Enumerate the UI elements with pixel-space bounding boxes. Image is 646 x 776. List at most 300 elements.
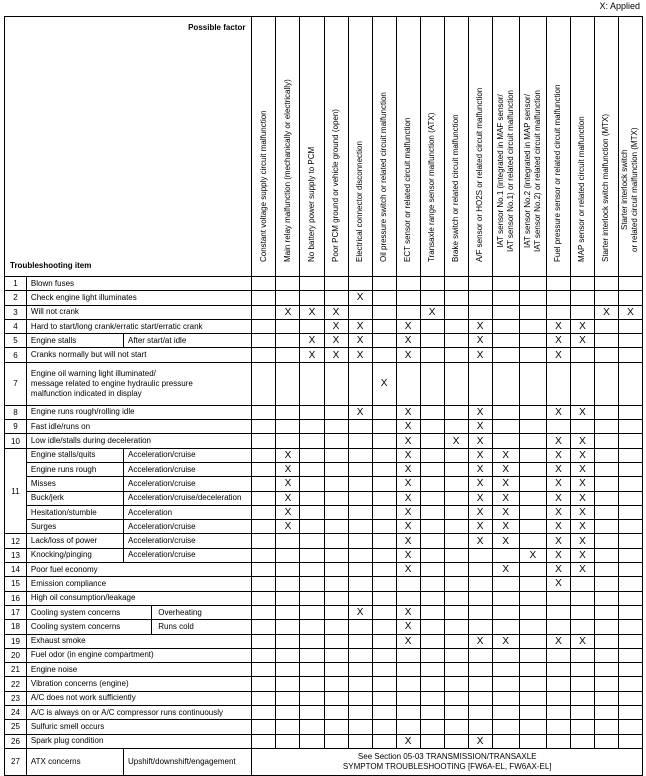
empty-cell — [276, 277, 300, 291]
empty-cell — [444, 691, 468, 705]
empty-cell — [519, 577, 546, 591]
item-condition: Acceleration/cruise — [124, 534, 252, 548]
empty-cell — [372, 305, 396, 319]
empty-cell — [252, 477, 276, 491]
empty-cell — [618, 491, 642, 505]
item-condition: Upshift/downshift/engagement — [124, 748, 252, 775]
item-number: 12 — [5, 534, 27, 548]
empty-cell — [348, 462, 372, 476]
empty-cell — [300, 491, 324, 505]
empty-cell — [570, 291, 594, 305]
empty-cell — [252, 720, 276, 734]
empty-cell — [300, 634, 324, 648]
item-label: Engine oil warning light illuminated/ message related to engine hydraulic pressure malfunction indicated in display — [26, 362, 252, 405]
empty-cell — [396, 648, 420, 662]
empty-cell — [252, 491, 276, 505]
empty-cell — [252, 648, 276, 662]
empty-cell — [570, 605, 594, 619]
item-label: Lack/loss of power — [26, 534, 123, 548]
applied-mark: X — [324, 305, 348, 319]
item-label: Blown fuses — [26, 277, 252, 291]
empty-cell — [396, 691, 420, 705]
empty-cell — [618, 534, 642, 548]
empty-cell — [372, 277, 396, 291]
empty-cell — [276, 605, 300, 619]
empty-cell — [594, 420, 618, 434]
applied-mark: X — [492, 448, 519, 462]
empty-cell — [324, 405, 348, 419]
empty-cell — [618, 434, 642, 448]
empty-cell — [492, 348, 519, 362]
applied-mark: X — [468, 734, 492, 748]
empty-cell — [372, 605, 396, 619]
factor-label: Fuel pressure sensor or related circuit malfunction — [553, 84, 563, 262]
empty-cell — [300, 477, 324, 491]
empty-cell — [396, 663, 420, 677]
empty-cell — [444, 305, 468, 319]
empty-cell — [276, 434, 300, 448]
empty-cell — [300, 462, 324, 476]
item-label: Hard to start/long crank/erratic start/erratic crank — [26, 319, 252, 333]
applied-mark: X — [396, 605, 420, 619]
empty-cell — [444, 520, 468, 534]
factor-header — [570, 17, 594, 277]
empty-cell — [618, 634, 642, 648]
empty-cell — [594, 563, 618, 577]
factor-header — [396, 17, 420, 277]
table-row — [5, 305, 643, 319]
item-label: A/C does not work sufficiently — [26, 691, 252, 705]
empty-cell — [276, 563, 300, 577]
factor-label: Brake switch or related circuit malfunction — [451, 114, 461, 262]
empty-cell — [372, 548, 396, 562]
empty-cell — [444, 334, 468, 348]
item-condition: Runs cold — [152, 620, 252, 634]
empty-cell — [276, 548, 300, 562]
empty-cell — [594, 291, 618, 305]
factor-header — [492, 17, 519, 277]
empty-cell — [594, 277, 618, 291]
empty-cell — [519, 605, 546, 619]
empty-cell — [372, 648, 396, 662]
item-number: 2 — [5, 291, 27, 305]
item-label: Exhaust smoke — [26, 634, 252, 648]
item-number: 13 — [5, 548, 27, 562]
empty-cell — [372, 534, 396, 548]
item-condition: Acceleration/cruise — [124, 462, 252, 476]
empty-cell — [372, 505, 396, 519]
empty-cell — [300, 577, 324, 591]
item-number: 18 — [5, 620, 27, 634]
empty-cell — [594, 362, 618, 405]
item-label: Cooling system concerns — [26, 605, 151, 619]
empty-cell — [594, 720, 618, 734]
factor-header — [300, 17, 324, 277]
applied-mark: X — [546, 448, 570, 462]
empty-cell — [324, 706, 348, 720]
header-corner — [5, 17, 252, 277]
applied-mark: X — [396, 505, 420, 519]
empty-cell — [570, 420, 594, 434]
empty-cell — [444, 634, 468, 648]
factor-header — [468, 17, 492, 277]
empty-cell — [468, 706, 492, 720]
see-section-note: See Section 05-03 TRANSMISSION/TRANSAXLE SYMPTOM TROUBLESHOOTING [FW6A-EL, FW6AX-EL] — [252, 748, 643, 775]
item-number: 19 — [5, 634, 27, 648]
empty-cell — [444, 706, 468, 720]
item-number: 6 — [5, 348, 27, 362]
empty-cell — [252, 706, 276, 720]
empty-cell — [372, 520, 396, 534]
item-number: 8 — [5, 405, 27, 419]
empty-cell — [300, 505, 324, 519]
empty-cell — [300, 677, 324, 691]
empty-cell — [468, 577, 492, 591]
empty-cell — [594, 648, 618, 662]
applied-mark: X — [546, 534, 570, 548]
empty-cell — [444, 677, 468, 691]
empty-cell — [594, 334, 618, 348]
empty-cell — [252, 505, 276, 519]
applied-mark: X — [492, 505, 519, 519]
empty-cell — [570, 591, 594, 605]
item-label: ATX concerns — [26, 748, 123, 775]
empty-cell — [594, 634, 618, 648]
empty-cell — [594, 620, 618, 634]
empty-cell — [396, 277, 420, 291]
item-number: 11 — [5, 448, 27, 534]
applied-mark: X — [468, 348, 492, 362]
empty-cell — [252, 548, 276, 562]
applied-mark: X — [396, 405, 420, 419]
factor-label: Starter interlock switch malfunction (MTX) — [601, 113, 611, 262]
empty-cell — [492, 706, 519, 720]
empty-cell — [252, 605, 276, 619]
empty-cell — [348, 734, 372, 748]
item-label: Spark plug condition — [26, 734, 252, 748]
item-number: 3 — [5, 305, 27, 319]
empty-cell — [252, 420, 276, 434]
empty-cell — [444, 277, 468, 291]
applied-mark: X — [348, 291, 372, 305]
empty-cell — [252, 577, 276, 591]
empty-cell — [618, 548, 642, 562]
empty-cell — [396, 591, 420, 605]
empty-cell — [492, 362, 519, 405]
empty-cell — [372, 634, 396, 648]
applied-mark: X — [276, 505, 300, 519]
empty-cell — [492, 620, 519, 634]
empty-cell — [252, 434, 276, 448]
empty-cell — [444, 362, 468, 405]
item-label: Vibration concerns (engine) — [26, 677, 252, 691]
empty-cell — [618, 291, 642, 305]
empty-cell — [492, 605, 519, 619]
empty-cell — [324, 563, 348, 577]
empty-cell — [618, 448, 642, 462]
empty-cell — [252, 405, 276, 419]
empty-cell — [420, 577, 444, 591]
empty-cell — [252, 334, 276, 348]
empty-cell — [546, 305, 570, 319]
empty-cell — [276, 334, 300, 348]
table-row — [5, 591, 643, 605]
applied-mark: X — [276, 305, 300, 319]
item-label: Cranks normally but will not start — [26, 348, 252, 362]
empty-cell — [519, 277, 546, 291]
item-label: High oil consumption/leakage — [26, 591, 252, 605]
factor-label: Main relay malfunction (mechanically or electrically) — [282, 79, 292, 262]
factor-label: Transaxle range sensor malfunction (ATX) — [427, 112, 437, 262]
possible-factor-label: Possible factor — [188, 23, 246, 32]
empty-cell — [420, 291, 444, 305]
empty-cell — [252, 534, 276, 548]
item-label: Cooling system concerns — [26, 620, 151, 634]
empty-cell — [492, 691, 519, 705]
empty-cell — [324, 534, 348, 548]
applied-mark: X — [546, 434, 570, 448]
applied-mark: X — [570, 548, 594, 562]
empty-cell — [618, 591, 642, 605]
applied-mark: X — [468, 534, 492, 548]
empty-cell — [348, 491, 372, 505]
empty-cell — [546, 291, 570, 305]
item-label: Fuel odor (in engine compartment) — [26, 648, 252, 662]
table-row — [5, 420, 643, 434]
applied-mark: X — [396, 334, 420, 348]
legend-applied: X: Applied — [599, 1, 640, 11]
empty-cell — [519, 305, 546, 319]
empty-cell — [594, 663, 618, 677]
table-row — [5, 563, 643, 577]
applied-mark: X — [594, 305, 618, 319]
empty-cell — [252, 663, 276, 677]
empty-cell — [324, 691, 348, 705]
empty-cell — [420, 691, 444, 705]
empty-cell — [324, 605, 348, 619]
table-row — [5, 534, 643, 548]
empty-cell — [519, 663, 546, 677]
factor-label: Starter interlock switch or related circuit malfunction (MTX) — [620, 127, 640, 252]
item-label: Check engine light illuminates — [26, 291, 252, 305]
applied-mark: X — [396, 348, 420, 362]
empty-cell — [546, 734, 570, 748]
empty-cell — [618, 720, 642, 734]
empty-cell — [546, 648, 570, 662]
empty-cell — [519, 634, 546, 648]
applied-mark: X — [468, 491, 492, 505]
empty-cell — [468, 548, 492, 562]
empty-cell — [348, 505, 372, 519]
empty-cell — [444, 720, 468, 734]
applied-mark: X — [276, 477, 300, 491]
empty-cell — [252, 362, 276, 405]
applied-mark: X — [348, 605, 372, 619]
empty-cell — [276, 319, 300, 333]
empty-cell — [444, 591, 468, 605]
empty-cell — [420, 591, 444, 605]
empty-cell — [420, 734, 444, 748]
empty-cell — [519, 534, 546, 548]
empty-cell — [444, 348, 468, 362]
empty-cell — [252, 620, 276, 634]
empty-cell — [324, 548, 348, 562]
empty-cell — [396, 706, 420, 720]
empty-cell — [300, 720, 324, 734]
table-row — [5, 748, 643, 775]
item-label: Surges — [26, 520, 123, 534]
table-row — [5, 405, 643, 419]
empty-cell — [372, 434, 396, 448]
applied-mark: X — [348, 319, 372, 333]
empty-cell — [348, 648, 372, 662]
empty-cell — [444, 577, 468, 591]
empty-cell — [444, 734, 468, 748]
empty-cell — [372, 334, 396, 348]
applied-mark: X — [570, 534, 594, 548]
applied-mark: X — [396, 520, 420, 534]
empty-cell — [444, 505, 468, 519]
applied-mark: X — [570, 634, 594, 648]
empty-cell — [492, 677, 519, 691]
empty-cell — [300, 534, 324, 548]
empty-cell — [348, 706, 372, 720]
table-row — [5, 334, 643, 348]
table-row — [5, 277, 643, 291]
empty-cell — [570, 720, 594, 734]
empty-cell — [570, 691, 594, 705]
empty-cell — [324, 491, 348, 505]
factor-label: Constant voltage supply circuit malfunction — [258, 110, 268, 262]
table-row — [5, 291, 643, 305]
empty-cell — [618, 334, 642, 348]
item-label: Sulfuric smell occurs — [26, 720, 252, 734]
empty-cell — [594, 462, 618, 476]
empty-cell — [252, 591, 276, 605]
empty-cell — [546, 420, 570, 434]
empty-cell — [444, 477, 468, 491]
item-condition: Overheating — [152, 605, 252, 619]
empty-cell — [300, 706, 324, 720]
empty-cell — [594, 577, 618, 591]
applied-mark: X — [570, 434, 594, 448]
item-number: 1 — [5, 277, 27, 291]
empty-cell — [444, 563, 468, 577]
empty-cell — [492, 305, 519, 319]
empty-cell — [276, 706, 300, 720]
empty-cell — [324, 462, 348, 476]
empty-cell — [546, 277, 570, 291]
item-number: 26 — [5, 734, 27, 748]
applied-mark: X — [300, 305, 324, 319]
item-number: 15 — [5, 577, 27, 591]
empty-cell — [324, 505, 348, 519]
empty-cell — [300, 520, 324, 534]
applied-mark: X — [396, 434, 420, 448]
applied-mark: X — [546, 505, 570, 519]
table-row — [5, 462, 643, 476]
empty-cell — [444, 291, 468, 305]
empty-cell — [372, 720, 396, 734]
item-number: 22 — [5, 677, 27, 691]
applied-mark: X — [546, 491, 570, 505]
empty-cell — [546, 605, 570, 619]
empty-cell — [300, 420, 324, 434]
empty-cell — [300, 663, 324, 677]
empty-cell — [546, 663, 570, 677]
empty-cell — [519, 734, 546, 748]
applied-mark: X — [300, 334, 324, 348]
empty-cell — [372, 291, 396, 305]
item-number: 21 — [5, 663, 27, 677]
item-number: 24 — [5, 706, 27, 720]
empty-cell — [420, 420, 444, 434]
empty-cell — [276, 405, 300, 419]
empty-cell — [594, 734, 618, 748]
empty-cell — [252, 563, 276, 577]
empty-cell — [618, 620, 642, 634]
item-label: Buck/jerk — [26, 491, 123, 505]
empty-cell — [444, 620, 468, 634]
applied-mark: X — [492, 462, 519, 476]
empty-cell — [492, 548, 519, 562]
item-number: 5 — [5, 334, 27, 348]
applied-mark: X — [324, 348, 348, 362]
empty-cell — [396, 577, 420, 591]
item-label: Fast idle/runs on — [26, 420, 252, 434]
applied-mark: X — [570, 477, 594, 491]
empty-cell — [468, 691, 492, 705]
empty-cell — [252, 691, 276, 705]
empty-cell — [300, 563, 324, 577]
applied-mark: X — [618, 305, 642, 319]
factor-label: No battery power supply to PCM — [306, 146, 316, 262]
empty-cell — [348, 520, 372, 534]
applied-mark: X — [348, 348, 372, 362]
empty-cell — [546, 706, 570, 720]
applied-mark: X — [468, 420, 492, 434]
empty-cell — [420, 491, 444, 505]
applied-mark: X — [570, 448, 594, 462]
applied-mark: X — [396, 448, 420, 462]
factor-header — [420, 17, 444, 277]
empty-cell — [300, 319, 324, 333]
empty-cell — [300, 434, 324, 448]
factor-header — [594, 17, 618, 277]
empty-cell — [276, 577, 300, 591]
empty-cell — [618, 563, 642, 577]
empty-cell — [570, 648, 594, 662]
empty-cell — [420, 520, 444, 534]
empty-cell — [618, 648, 642, 662]
applied-mark: X — [396, 477, 420, 491]
empty-cell — [252, 448, 276, 462]
empty-cell — [444, 405, 468, 419]
empty-cell — [372, 477, 396, 491]
empty-cell — [492, 420, 519, 434]
empty-cell — [252, 319, 276, 333]
empty-cell — [348, 305, 372, 319]
empty-cell — [519, 434, 546, 448]
applied-mark: X — [372, 362, 396, 405]
empty-cell — [372, 448, 396, 462]
empty-cell — [492, 405, 519, 419]
empty-cell — [348, 362, 372, 405]
empty-cell — [519, 405, 546, 419]
empty-cell — [420, 362, 444, 405]
header-row — [5, 17, 643, 277]
factor-header — [324, 17, 348, 277]
